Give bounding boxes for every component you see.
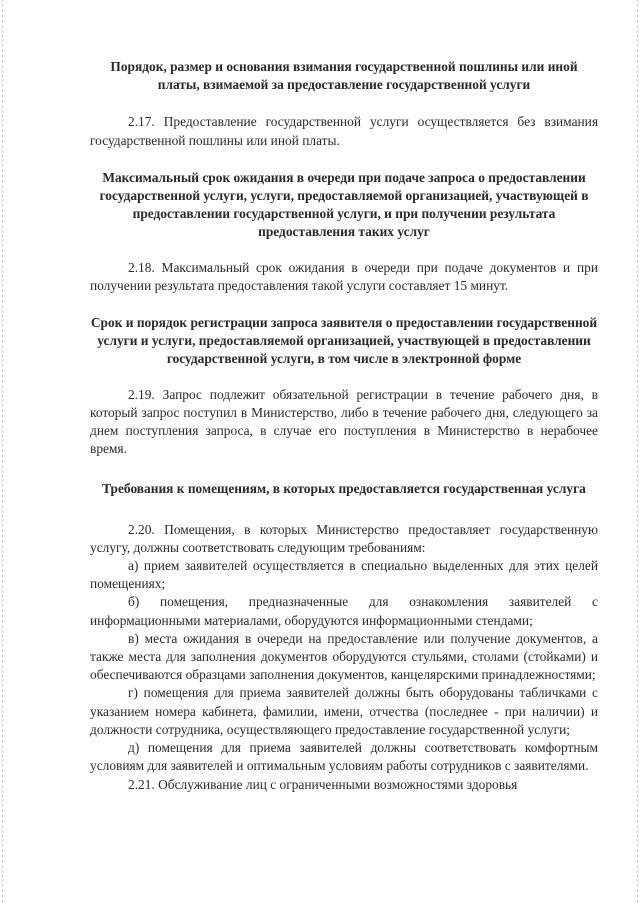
- section-heading-queue: Максимальный срок ожидания в очереди при подаче запроса о предоставлении государственной услуги, услуги, предоставляемой организацией, участвующей в предоставлении государственной услуги, и при получении результата предоставления таких услуг: [99, 169, 589, 240]
- section-heading-registration: Срок и порядок регистрации запроса заявителя о предоставлении государственной услуги и услуги, предоставляемой организацией, участвующей в предоставлении государственной услуги, в том числе в электронной форме: [90, 315, 598, 367]
- list-item-a: а) прием заявителей осуществляется в специально выделенных для этих целей помещениях;: [90, 558, 598, 592]
- paragraph-2-17: 2.17. Предоставление государственной услуги осуществляется без взимания государственной пошлины или иной платы.: [90, 114, 598, 148]
- list-item-d: д) помещения для приема заявителей должны соответствовать комфортным условиям для заявителей и оптимальным условиям работы сотрудников с заявителями.: [90, 740, 598, 774]
- list-item-g: г) помещения для приема заявителей должны быть оборудованы табличками с указанием номера кабинета, фамилии, имени, отчества (последнее - при наличии) и должности сотрудника, осуществляющего предоставление государственной услуги;: [90, 685, 598, 737]
- document-body: [90, 58, 598, 794]
- scan-edge-right: [637, 0, 638, 905]
- paragraph-2-21: 2.21. Обслуживание лиц с ограниченными возможностями здоровья: [128, 776, 518, 792]
- scan-edge-left: [2, 0, 3, 905]
- list-item-v: в) места ожидания в очереди на предоставление или получение документов, а также места для заполнения документов оборудуются стульями, столами (стойками) и обеспечиваются образцами заполнения документов, канцелярскими принадлежностями;: [90, 630, 598, 683]
- paragraph-2-19: 2.19. Запрос подлежит обязательной регистрации в течение рабочего дня, в который запрос поступил в Министерство, либо в течение рабочего дня, следующего за днем поступления запроса, в случае его поступления в Министерство в нерабочее время.: [90, 386, 598, 457]
- paragraph-2-18: 2.18. Максимальный срок ожидания в очереди при подаче документов и при получении результата предоставления такой услуги составляет 15 минут.: [90, 259, 598, 293]
- list-item-b: б) помещения, предназначенные для ознакомления заявителей с информационными материалами, оборудуются информационными стендами;: [90, 594, 598, 628]
- paragraph-2-20: 2.20. Помещения, в которых Министерство предоставляет государственную услугу, должны соответствовать следующим требованиям:: [90, 521, 598, 555]
- section-heading-fee: Порядок, размер и основания взимания государственной пошлины или иной платы, взимаемой за предоставление государственной услуги: [110, 59, 578, 93]
- section-heading-premises: Требования к помещениям, в которых предоставляется государственная услуга: [102, 481, 586, 497]
